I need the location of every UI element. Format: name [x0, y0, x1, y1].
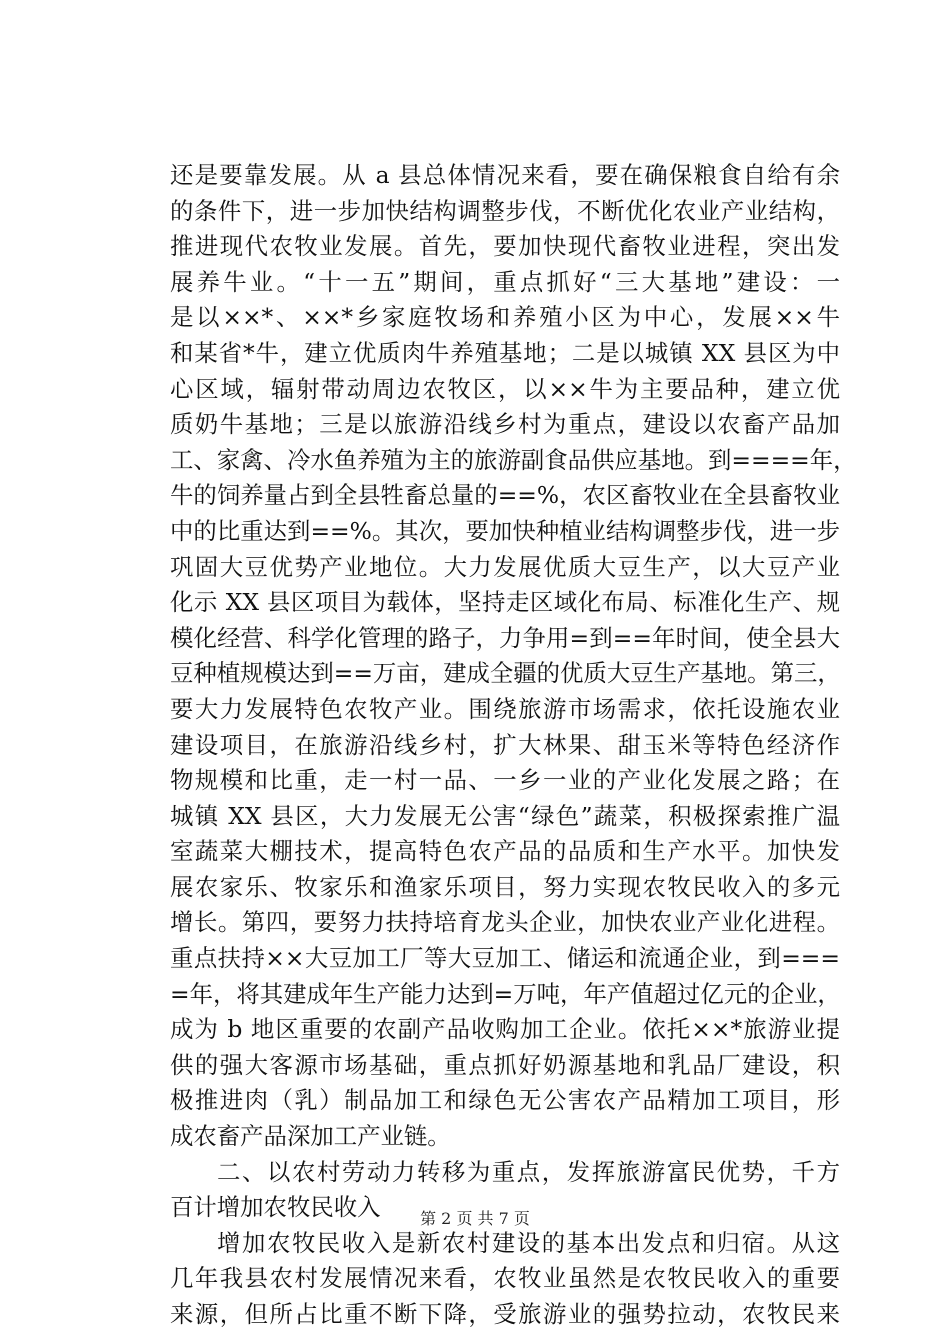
text-line: 牛的饲养量占到全县牲畜总量的==%，农区畜牧业在全县畜牧业: [170, 481, 840, 510]
text-line: 极推进肉（乳）制品加工和绿色无公害农产品精加工项目，形: [170, 1086, 840, 1115]
text-line: 成农畜产品深加工产业链。: [170, 1122, 451, 1151]
section-heading-line: 二、以农村劳动力转移为重点，发挥旅游富民优势，千方: [217, 1157, 840, 1186]
text-line: 几年我县农村发展情况来看，农牧业虽然是农牧民收入的重要: [170, 1264, 840, 1293]
text-line: 展养牛业。“十一五”期间，重点抓好“三大基地”建设：一: [170, 267, 840, 296]
text-line: 重点扶持××大豆加工厂等大豆加工、储运和流通企业，到===: [170, 944, 840, 973]
text-line: 室蔬菜大棚技术，提高特色农产品的品质和生产水平。加快发: [170, 837, 840, 866]
text-line: 增加农牧民收入是新农村建设的基本出发点和归宿。从这: [217, 1228, 840, 1257]
text-line: 城镇 XX 县区，大力发展无公害“绿色”蔬菜，积极探索推广温: [170, 801, 840, 830]
page-number-footer: 第 2 页 共 7 页: [420, 1209, 530, 1228]
text-line: 工、家禽、冷水鱼养殖为主的旅游副食品供应基地。到====年，: [170, 445, 857, 474]
text-line: 展农家乐、牧家乐和渔家乐项目，努力实现农牧民收入的多元: [170, 872, 840, 901]
text-line: 豆种植规模达到==万亩，建成全疆的优质大豆生产基地。第三，: [170, 659, 841, 688]
text-line: 的条件下，进一步加快结构调整步伐，不断优化农业产业结构，: [170, 196, 840, 225]
text-line: 化示 XX 县区项目为载体，坚持走区域化布局、标准化生产、规: [170, 588, 840, 617]
text-line: 来源，但所占比重不断下降，受旅游业的强势拉动，农牧民来: [170, 1300, 840, 1328]
text-line: 巩固大豆优势产业地位。大力发展优质大豆生产，以大豆产业: [170, 552, 840, 581]
text-line: 物规模和比重，走一村一品、一乡一业的产业化发展之路；在: [170, 766, 840, 795]
text-line: 质奶牛基地；三是以旅游沿线乡村为重点，建设以农畜产品加: [170, 410, 840, 439]
text-line: =年，将其建成年生产能力达到=万吨，年产值超过亿元的企业，: [170, 979, 841, 1008]
text-line: 还是要靠发展。从 a 县总体情况来看，要在确保粮食自给有余: [170, 161, 840, 189]
text-line: 是以××*、××*乡家庭牧场和养殖小区为中心，发展××牛: [170, 303, 840, 332]
text-line: 供的强大客源市场基础，重点抓好奶源基地和乳品厂建设，积: [170, 1050, 840, 1079]
text-line: 模化经营、科学化管理的路子，力争用=到==年时间，使全县大: [170, 623, 840, 652]
text-line: 要大力发展特色农牧产业。围绕旅游市场需求，依托设施农业: [170, 694, 840, 723]
text-line: 增长。第四，要努力扶持培育龙头企业，加快农业产业化进程。: [170, 908, 840, 937]
text-line: 成为 b 地区重要的农副产品收购加工企业。依托××*旅游业提: [170, 1015, 840, 1044]
section-heading-line: 百计增加农牧民收入: [170, 1193, 381, 1222]
text-line: 和某省*牛，建立优质肉牛养殖基地；二是以城镇 XX 县区为中: [170, 338, 840, 367]
text-line: 中的比重达到==%。其次，要加快种植业结构调整步伐，进一步: [170, 516, 840, 545]
text-line: 推进现代农牧业发展。首先，要加快现代畜牧业进程，突出发: [170, 232, 840, 261]
text-line: 心区域，辐射带动周边农牧区，以××牛为主要品种，建立优: [170, 374, 840, 403]
document-body: [170, 158, 857, 1333]
text-line: 建设项目，在旅游沿线乡村，扩大林果、甜玉米等特色经济作: [170, 730, 840, 759]
